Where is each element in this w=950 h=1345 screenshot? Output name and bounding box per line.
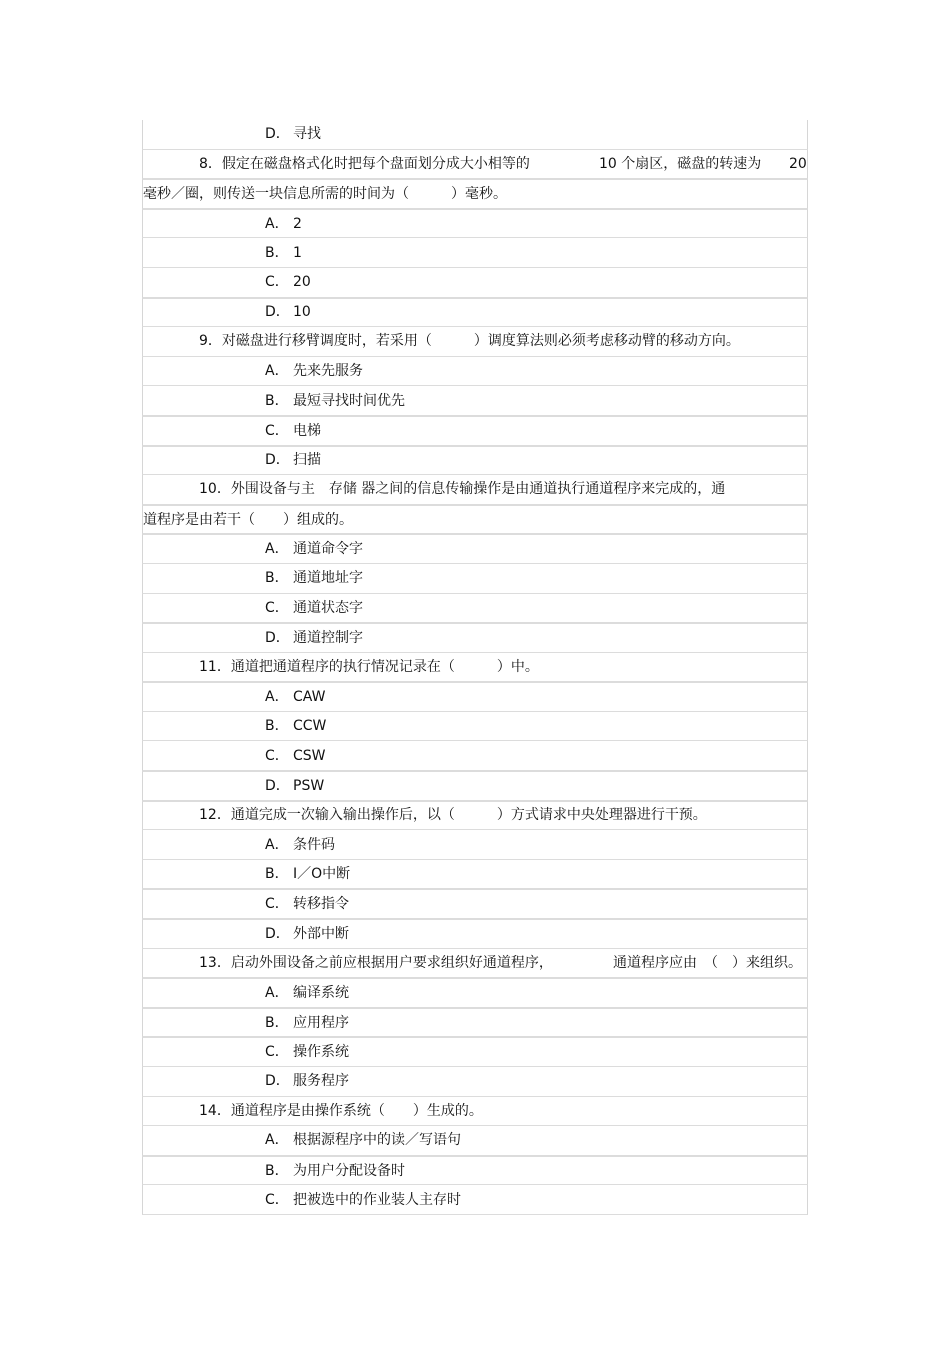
- option-letter: A．: [265, 363, 289, 380]
- option-line: [265, 895, 349, 913]
- question-text: 13．启动外围设备之前应根据用户要求组织好通道程序，: [199, 954, 553, 971]
- option-text: CCW: [293, 718, 327, 735]
- option-line: [265, 303, 311, 321]
- option-text: 应用程序: [293, 1014, 349, 1031]
- option-letter: D．: [265, 777, 290, 794]
- question-continuation-row: [142, 505, 808, 535]
- option-line: [265, 599, 363, 617]
- question-row: [142, 949, 808, 979]
- option-text: 寻找: [293, 126, 321, 143]
- option-text: 编译系统: [293, 985, 349, 1002]
- option-text: 为用户分配设备时: [293, 1162, 405, 1179]
- question-text: 14．通道程序是由操作系统（ ）生成的。: [199, 1102, 483, 1119]
- option-letter: A．: [265, 1132, 289, 1149]
- option-letter: B．: [265, 866, 289, 883]
- option-letter: C．: [265, 599, 289, 616]
- option-text: 通道命令字: [293, 541, 363, 558]
- question-text: 20: [789, 155, 807, 172]
- option-row: [142, 238, 808, 268]
- option-line: [265, 1072, 349, 1090]
- option-row: [142, 386, 808, 416]
- option-letter: D．: [265, 452, 290, 469]
- option-text: 通道控制字: [293, 629, 363, 646]
- question-text: 通道程序应由 （ ）来组织。: [613, 954, 802, 971]
- option-row: [142, 564, 808, 594]
- option-line: [265, 1043, 349, 1061]
- option-letter: B．: [265, 1162, 289, 1179]
- question-text: 8．假定在磁盘格式化时把每个盘面划分成大小相等的: [199, 155, 530, 172]
- option-row: [142, 889, 808, 919]
- option-row: [142, 268, 808, 298]
- option-letter: C．: [265, 747, 289, 764]
- question-continuation-row: [142, 179, 808, 209]
- option-letter: C．: [265, 274, 289, 291]
- option-line: [265, 777, 324, 795]
- question-row: [142, 150, 808, 180]
- question-row: [142, 653, 808, 683]
- option-letter: A．: [265, 836, 289, 853]
- option-line: [265, 569, 363, 587]
- option-line: [265, 125, 321, 143]
- option-line: [265, 392, 405, 410]
- option-line: [265, 1131, 461, 1149]
- option-row: [142, 1126, 808, 1156]
- option-letter: B．: [265, 570, 289, 587]
- option-row: [142, 357, 808, 387]
- option-text: 1: [293, 244, 302, 261]
- option-row: [142, 919, 808, 949]
- question-text: 11．通道把通道程序的执行情况记录在（ ）中。: [199, 658, 539, 675]
- question-row: [142, 475, 808, 505]
- option-text: 操作系统: [293, 1044, 349, 1061]
- option-row: [142, 712, 808, 742]
- option-text: CAW: [293, 689, 326, 706]
- question-text: 10 个扇区，磁盘的转速为: [599, 155, 762, 172]
- question-row: [142, 327, 808, 357]
- option-text: PSW: [293, 777, 325, 794]
- option-row: [142, 298, 808, 328]
- option-text: 电梯: [293, 422, 321, 439]
- option-line: [265, 1014, 349, 1032]
- option-text: 最短寻找时间优先: [293, 392, 405, 409]
- option-row: [142, 534, 808, 564]
- option-line: [265, 925, 349, 943]
- option-line: [265, 865, 350, 883]
- option-row: [142, 209, 808, 239]
- option-letter: C．: [265, 1044, 289, 1061]
- option-letter: C．: [265, 1191, 289, 1208]
- option-row: [142, 771, 808, 801]
- question-text: 毫秒／圈，则传送一块信息所需的时间为（ ）毫秒。: [143, 185, 507, 202]
- option-row: [142, 860, 808, 890]
- question-text: 12．通道完成一次输入输出操作后，以（ ）方式请求中央处理器进行干预。: [199, 807, 707, 824]
- option-row: [142, 1037, 808, 1067]
- option-line: [265, 1162, 405, 1180]
- option-letter: A．: [265, 541, 289, 558]
- question-text: 9．对磁盘进行移臂调度时，若采用（ ）调度算法则必须考虑移动臂的移动方向。: [199, 333, 740, 350]
- option-letter: C．: [265, 896, 289, 913]
- option-text: 扫描: [293, 452, 321, 469]
- option-text: 根据源程序中的读／写语句: [293, 1132, 461, 1149]
- option-row: [142, 741, 808, 771]
- option-line: [265, 629, 363, 647]
- option-letter: A．: [265, 689, 289, 706]
- option-letter: B．: [265, 718, 289, 735]
- option-letter: D．: [265, 126, 290, 143]
- option-text: 转移指令: [293, 896, 349, 913]
- option-text: 条件码: [293, 836, 335, 853]
- option-text: 10: [293, 304, 311, 321]
- option-letter: D．: [265, 304, 290, 321]
- option-line: [265, 836, 335, 854]
- option-text: CSW: [293, 747, 326, 764]
- option-line: [265, 540, 363, 558]
- option-row: [142, 446, 808, 476]
- option-letter: B．: [265, 244, 289, 261]
- option-text: I／O中断: [293, 866, 351, 883]
- option-line: [265, 422, 321, 440]
- option-text: 通道状态字: [293, 599, 363, 616]
- option-text: 2: [293, 215, 302, 232]
- option-letter: B．: [265, 392, 289, 409]
- option-text: 外部中断: [293, 925, 349, 942]
- question-row: [142, 1097, 808, 1127]
- option-row: [142, 623, 808, 653]
- option-row: [142, 978, 808, 1008]
- option-text: 先来先服务: [293, 363, 363, 380]
- option-line: [265, 1191, 461, 1209]
- option-row: [142, 594, 808, 624]
- option-letter: D．: [265, 629, 290, 646]
- question-text: 道程序是由若干（ ）组成的。: [143, 511, 353, 528]
- option-text: 服务程序: [293, 1073, 349, 1090]
- option-row: [142, 120, 808, 150]
- option-line: [265, 273, 311, 291]
- option-line: [265, 984, 349, 1002]
- option-letter: D．: [265, 925, 290, 942]
- option-line: [265, 244, 302, 262]
- option-text: 通道地址字: [293, 570, 363, 587]
- option-line: [265, 747, 326, 765]
- option-line: [265, 717, 326, 735]
- question-row: [142, 801, 808, 831]
- option-letter: D．: [265, 1073, 290, 1090]
- option-line: [265, 451, 321, 469]
- option-row: [142, 1185, 808, 1215]
- option-letter: A．: [265, 215, 289, 232]
- option-row: [142, 1067, 808, 1097]
- option-text: 把被选中的作业装人主存时: [293, 1191, 461, 1208]
- option-row: [142, 416, 808, 446]
- option-line: [265, 215, 302, 233]
- option-letter: A．: [265, 985, 289, 1002]
- option-letter: B．: [265, 1014, 289, 1031]
- option-row: [142, 682, 808, 712]
- option-text: 20: [293, 274, 311, 291]
- option-row: [142, 1156, 808, 1186]
- question-document: [142, 120, 808, 1215]
- option-line: [265, 688, 325, 706]
- option-row: [142, 1008, 808, 1038]
- question-text: 10．外围设备与主 存储 器之间的信息传输操作是由通道执行通道程序来完成的，通: [199, 481, 726, 498]
- option-letter: C．: [265, 422, 289, 439]
- option-line: [265, 362, 363, 380]
- option-row: [142, 830, 808, 860]
